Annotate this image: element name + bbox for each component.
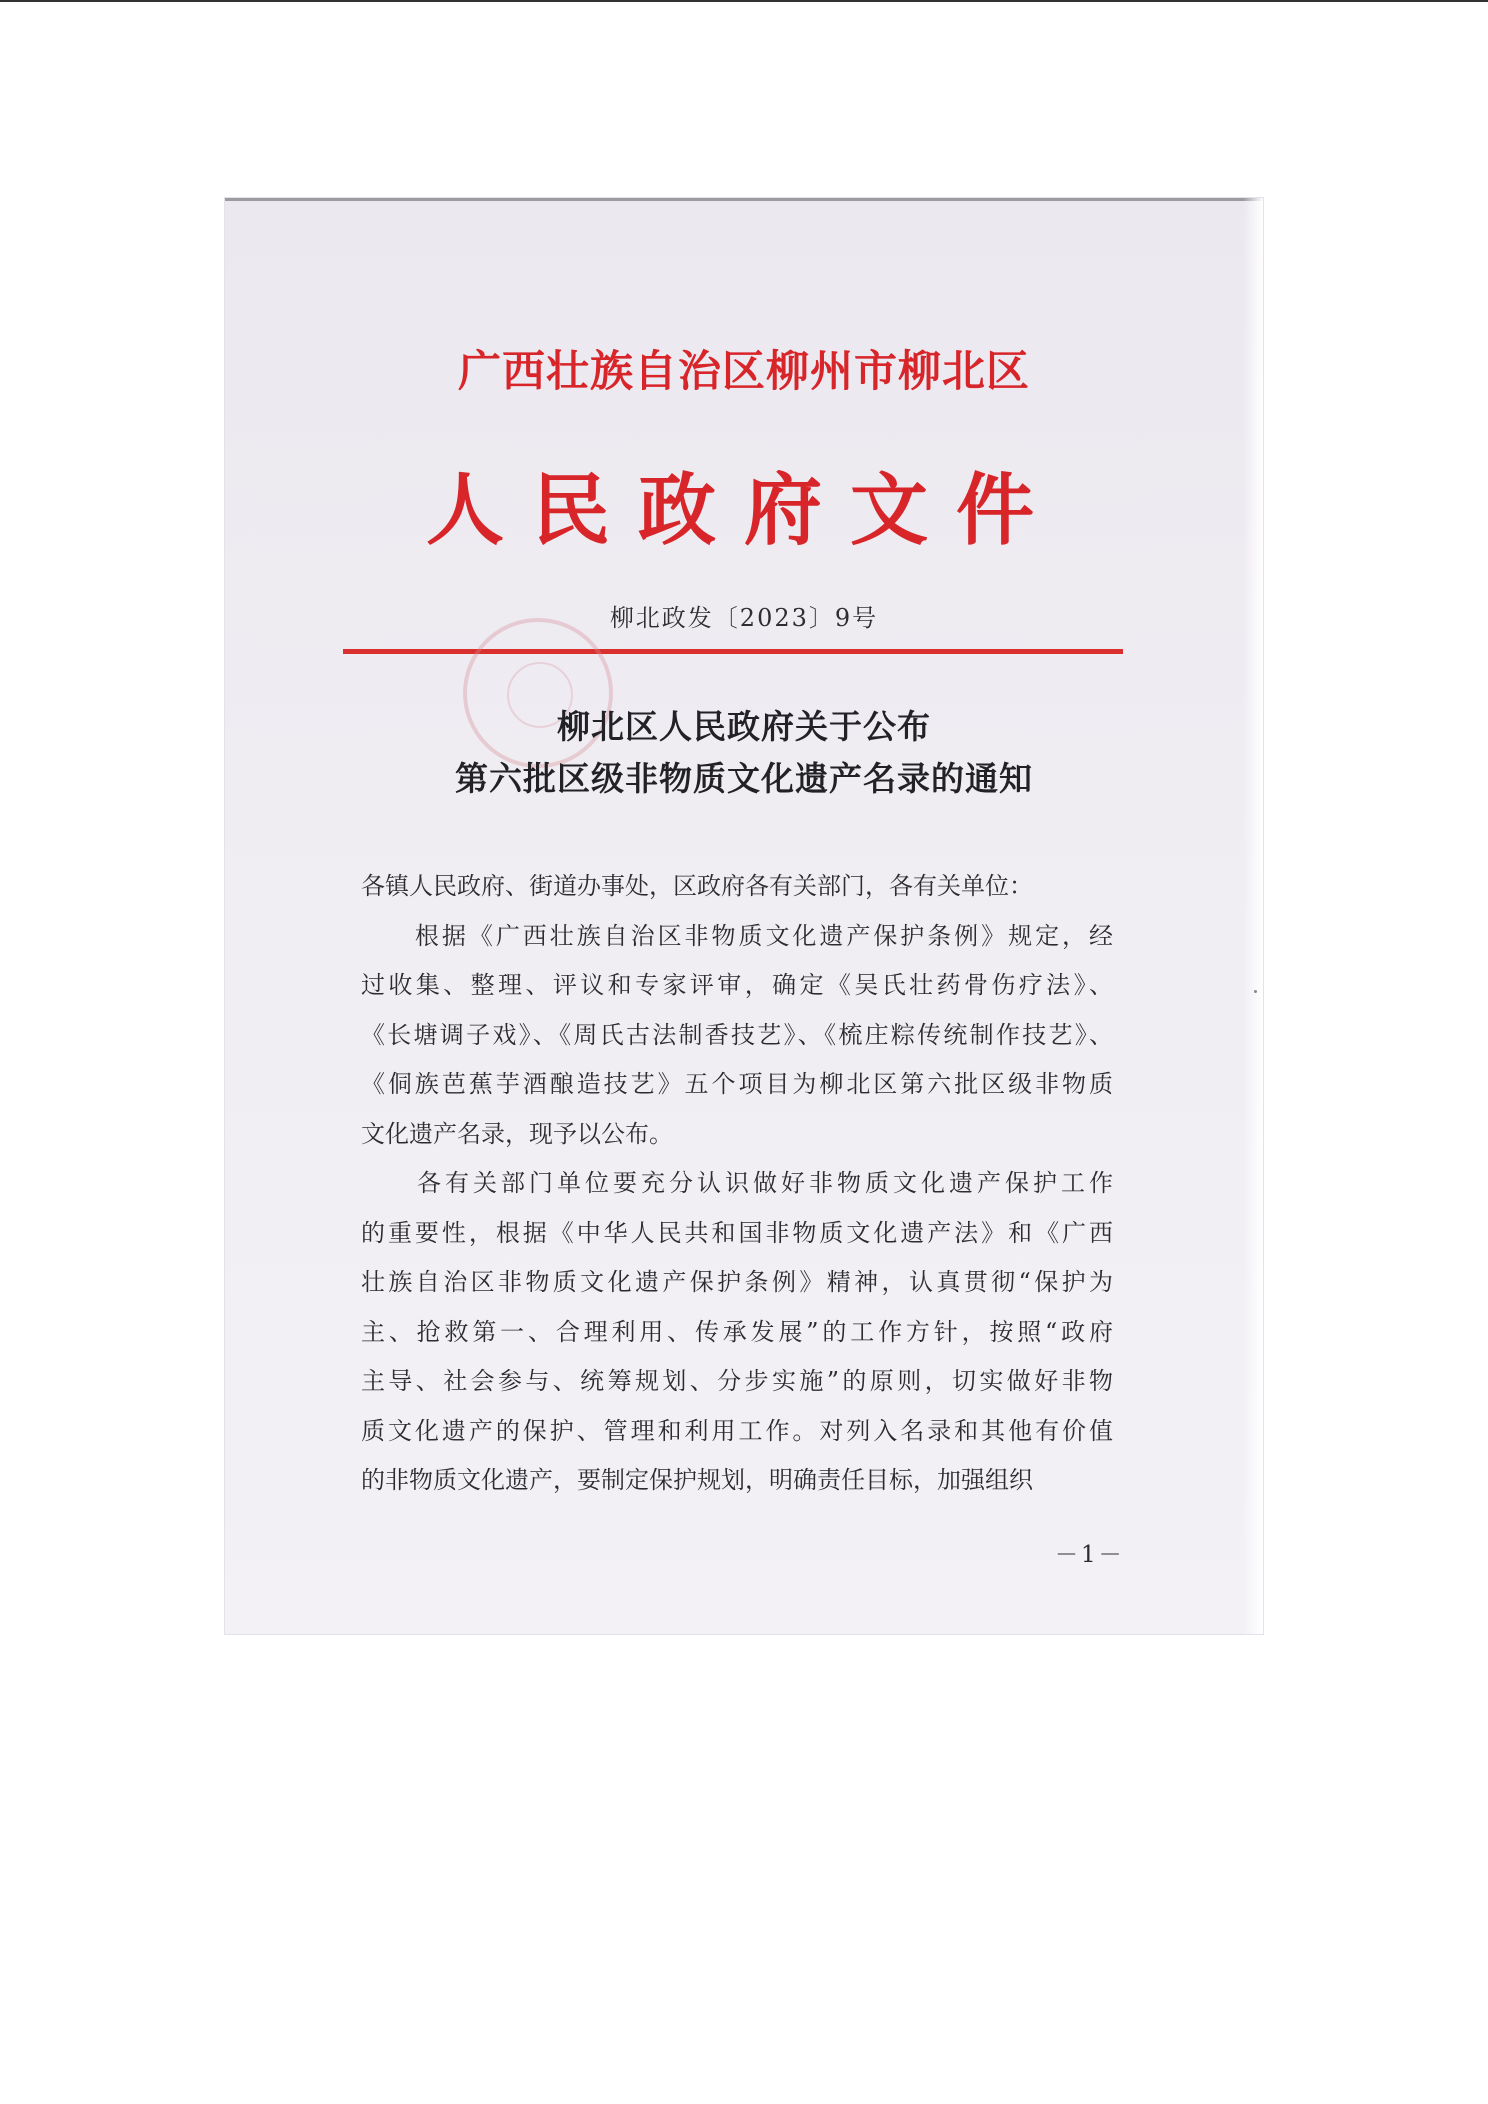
scan-speck — [1254, 990, 1257, 993]
body-line: 《长塘调子戏》、《周氏古法制香技艺》、《梳庄粽传统制作技艺》、 — [361, 1020, 1113, 1049]
document-type-heading: 人民政府文件 — [425, 465, 1062, 556]
body-line: 过收集、整理、评议和专家评审，确定《吴氏壮药骨伤疗法》、 — [361, 971, 1113, 999]
issuer-name: 广西壮族自治区柳州市柳北区 — [458, 347, 1030, 397]
scanned-document-page — [225, 198, 1263, 1634]
body-line: 各镇人民政府、街道办事处，区政府各有关部门，各有关单位： — [361, 872, 1033, 900]
body-line: 文化遗产名录，现予以公布。 — [361, 1119, 673, 1148]
document-number: 柳北政发〔2023〕9号 — [609, 604, 879, 632]
body-line: 的非物质文化遗产，要制定保护规划，明确责任目标，加强组织 — [361, 1466, 1033, 1494]
notice-title-line-2: 第六批区级非物质文化遗产名录的通知 — [455, 759, 1033, 798]
body-line: 质文化遗产的保护、管理和利用工作。对列入名录和其他有价值 — [361, 1416, 1113, 1445]
notice-title-line-1: 柳北区人民政府关于公布 — [557, 707, 931, 746]
body-line: 的重要性，根据《中华人民共和国非物质文化遗产法》和《广西 — [361, 1218, 1113, 1247]
page-top-border — [0, 0, 1488, 2]
body-line: 主、抢救第一、合理利用、传承发展”的工作方针，按照“政府 — [361, 1317, 1113, 1346]
page-number: －1－ — [1055, 1542, 1125, 1568]
scan-edge — [1243, 198, 1263, 1634]
body-line: 《侗族芭蕉芋酒酿造技艺》五个项目为柳北区第六批区级非物质 — [361, 1070, 1113, 1098]
body-line: 各有关部门单位要充分认识做好非物质文化遗产保护工作 — [361, 1169, 1113, 1197]
body-line: 根据《广西壮族自治区非物质文化遗产保护条例》规定，经 — [361, 921, 1113, 950]
red-separator-line — [343, 649, 1123, 654]
body-line: 主导、社会参与、统筹规划、分步实施”的原则，切实做好非物 — [361, 1367, 1113, 1395]
body-line: 壮族自治区非物质文化遗产保护条例》精神，认真贯彻“保护为 — [361, 1268, 1113, 1296]
